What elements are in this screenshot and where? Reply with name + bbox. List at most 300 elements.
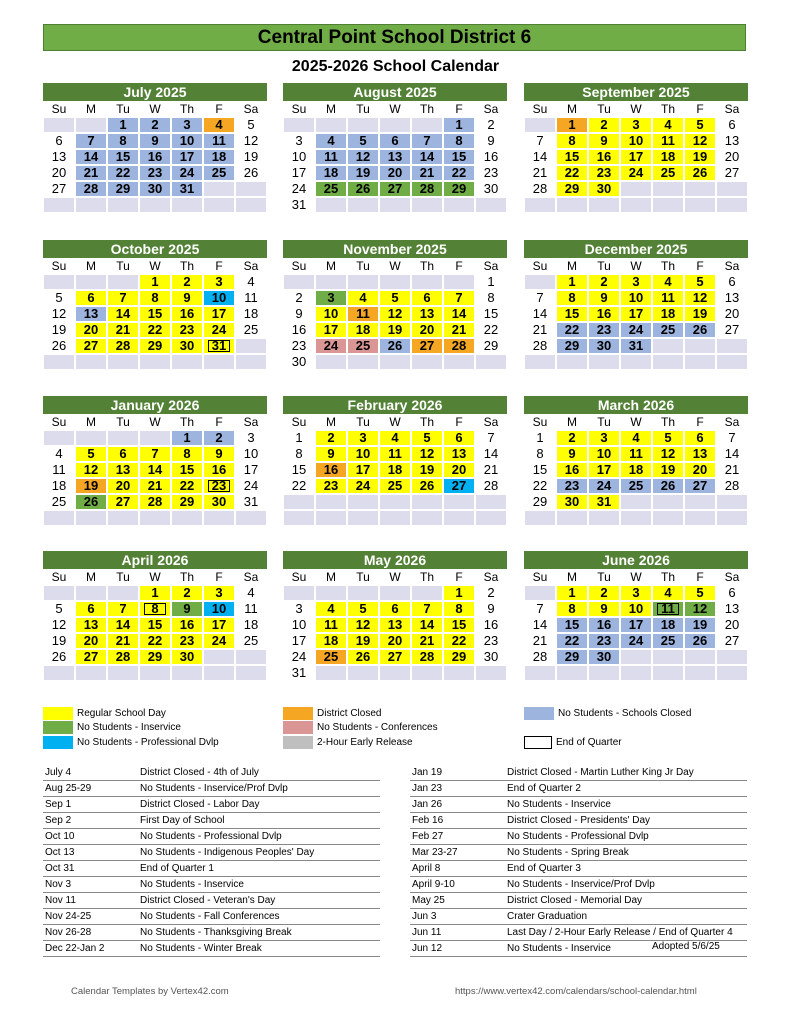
day-cell: 11: [652, 601, 684, 617]
weekday-label: M: [326, 570, 336, 584]
day-cell: 21: [524, 322, 556, 338]
empty-day-cell: [411, 510, 443, 526]
day-cell: 21: [411, 165, 443, 181]
weekday-label: Sa: [243, 570, 259, 584]
legend-swatch: [283, 736, 313, 749]
day-cell: 9: [475, 601, 507, 617]
day-cell: 17: [203, 306, 235, 322]
day-cell: 17: [588, 462, 620, 478]
weekday-label: W: [389, 259, 401, 273]
day-cell: 11: [43, 462, 75, 478]
day-cell: 25: [347, 338, 379, 354]
legend-item: [524, 707, 691, 721]
day-cell: 7: [524, 290, 556, 306]
day-cell: 12: [411, 446, 443, 462]
day-cell: 22: [556, 633, 588, 649]
day-cell: 21: [139, 478, 171, 494]
empty-day-cell: [235, 354, 267, 370]
day-cell: 2: [475, 117, 507, 133]
day-cell: 27: [443, 478, 475, 494]
event-row: [43, 813, 380, 829]
empty-day-cell: [524, 197, 556, 213]
day-cell: 23: [203, 478, 235, 494]
empty-day-cell: [620, 510, 652, 526]
day-cell: 25: [235, 633, 267, 649]
month-august-2025: [283, 83, 507, 213]
day-cell: 7: [139, 446, 171, 462]
day-cell: 15: [107, 149, 139, 165]
empty-day-cell: [475, 197, 507, 213]
event-row: [410, 797, 747, 813]
empty-day-cell: [524, 117, 556, 133]
footer-url[interactable]: https://www.vertex42.com/calendars/school-calendar.html: [455, 986, 697, 997]
weekday-label: M: [86, 102, 96, 116]
empty-day-cell: [716, 649, 748, 665]
day-cell: 8: [283, 446, 315, 462]
empty-day-cell: [620, 665, 652, 681]
empty-day-cell: [107, 430, 139, 446]
day-cell: 19: [652, 462, 684, 478]
day-cell: 28: [107, 338, 139, 354]
day-cell: 18: [203, 149, 235, 165]
event-date: April 8: [412, 863, 441, 874]
day-cell: 11: [620, 446, 652, 462]
empty-day-cell: [556, 665, 588, 681]
day-cell: 18: [235, 306, 267, 322]
empty-day-cell: [347, 117, 379, 133]
empty-day-cell: [107, 354, 139, 370]
day-cell: 29: [556, 649, 588, 665]
weekday-label: W: [630, 570, 642, 584]
event-description: No Students - Indigenous Peoples' Day: [140, 847, 315, 858]
weekday-label: Tu: [116, 259, 130, 273]
day-cell: 5: [684, 585, 716, 601]
day-cell: 29: [139, 338, 171, 354]
weekday-label: Tu: [356, 102, 370, 116]
empty-day-cell: [588, 354, 620, 370]
weekday-label: Tu: [356, 570, 370, 584]
day-cell: 4: [203, 117, 235, 133]
event-date: Mar 23-27: [412, 847, 458, 858]
event-description: End of Quarter 1: [140, 863, 214, 874]
day-cell: 21: [411, 633, 443, 649]
district-title: Central Point School District 6: [43, 24, 746, 51]
day-cell: 7: [411, 133, 443, 149]
day-cell: 7: [75, 133, 107, 149]
day-cell: 6: [443, 430, 475, 446]
empty-day-cell: [684, 338, 716, 354]
day-cell: 16: [475, 617, 507, 633]
day-cell: 10: [203, 290, 235, 306]
day-cell: 20: [107, 478, 139, 494]
day-cell: 14: [443, 306, 475, 322]
empty-day-cell: [443, 665, 475, 681]
event-row: [410, 765, 747, 781]
empty-day-cell: [203, 181, 235, 197]
day-cell: 18: [620, 462, 652, 478]
day-cell: 24: [235, 478, 267, 494]
weekday-header: [283, 569, 507, 585]
day-cell: 5: [43, 290, 75, 306]
event-date: Jun 12: [412, 943, 443, 954]
month-november-2025: [283, 240, 507, 370]
weekday-label: M: [326, 259, 336, 273]
empty-day-cell: [556, 197, 588, 213]
day-cell: 28: [524, 338, 556, 354]
day-cell: 29: [556, 181, 588, 197]
event-description: End of Quarter 2: [507, 783, 581, 794]
day-grid: [524, 585, 748, 681]
day-cell: 5: [347, 601, 379, 617]
weekday-label: M: [326, 415, 336, 429]
weekday-label: Th: [419, 102, 434, 116]
day-cell: 17: [171, 149, 203, 165]
empty-day-cell: [139, 665, 171, 681]
day-cell: 30: [475, 649, 507, 665]
day-cell: 8: [139, 290, 171, 306]
event-description: First Day of School: [140, 815, 225, 826]
day-cell: 3: [203, 274, 235, 290]
empty-day-cell: [171, 510, 203, 526]
event-row: [43, 941, 380, 957]
day-cell: 20: [716, 149, 748, 165]
day-cell: 29: [139, 649, 171, 665]
day-cell: 6: [716, 274, 748, 290]
day-cell: 3: [315, 290, 347, 306]
weekday-label: W: [149, 415, 161, 429]
day-cell: 28: [75, 181, 107, 197]
day-cell: 11: [235, 290, 267, 306]
event-row: [43, 845, 380, 861]
day-cell: 28: [139, 494, 171, 510]
weekday-label: F: [455, 259, 463, 273]
weekday-label: Su: [532, 259, 548, 273]
month-title: October 2025: [43, 240, 267, 258]
empty-day-cell: [43, 354, 75, 370]
empty-day-cell: [620, 354, 652, 370]
day-cell: 21: [75, 165, 107, 181]
empty-day-cell: [556, 510, 588, 526]
day-cell: 21: [524, 165, 556, 181]
weekday-label: M: [567, 570, 577, 584]
weekday-label: Tu: [597, 102, 611, 116]
day-cell: 8: [171, 446, 203, 462]
day-cell: 3: [620, 117, 652, 133]
event-description: No Students - Professional Dvlp: [507, 831, 649, 842]
empty-day-cell: [347, 510, 379, 526]
event-date: Jan 23: [412, 783, 443, 794]
empty-day-cell: [411, 197, 443, 213]
day-cell: 28: [524, 649, 556, 665]
day-cell: 4: [315, 133, 347, 149]
day-cell: 2: [203, 430, 235, 446]
empty-day-cell: [315, 354, 347, 370]
events-list-left: [43, 765, 380, 957]
weekday-label: Sa: [483, 570, 499, 584]
empty-day-cell: [620, 197, 652, 213]
day-cell: 2: [171, 274, 203, 290]
day-cell: 23: [139, 165, 171, 181]
weekday-label: F: [455, 570, 463, 584]
day-cell: 5: [235, 117, 267, 133]
day-cell: 26: [235, 165, 267, 181]
day-cell: 31: [171, 181, 203, 197]
weekday-label: Su: [291, 259, 307, 273]
event-date: Nov 24-25: [45, 911, 92, 922]
day-cell: 31: [283, 197, 315, 213]
day-cell: 4: [315, 601, 347, 617]
empty-day-cell: [379, 117, 411, 133]
day-grid: [283, 274, 507, 370]
day-cell: 29: [107, 181, 139, 197]
empty-day-cell: [235, 510, 267, 526]
day-cell: 18: [43, 478, 75, 494]
day-cell: 4: [235, 274, 267, 290]
day-cell: 22: [475, 322, 507, 338]
day-cell: 20: [684, 462, 716, 478]
legend-label: No Students - Inservice: [77, 722, 181, 733]
day-cell: 22: [524, 478, 556, 494]
weekday-header: [43, 101, 267, 117]
day-cell: 10: [588, 446, 620, 462]
day-cell: 6: [379, 133, 411, 149]
day-cell: 9: [203, 446, 235, 462]
day-cell: 13: [684, 446, 716, 462]
day-cell: 28: [411, 649, 443, 665]
day-cell: 10: [203, 601, 235, 617]
weekday-label: Su: [532, 415, 548, 429]
day-cell: 12: [684, 601, 716, 617]
event-description: No Students - Thanksgiving Break: [140, 927, 292, 938]
day-cell: 19: [684, 149, 716, 165]
event-description: District Closed - Martin Luther King Jr Day: [507, 767, 694, 778]
weekday-label: F: [455, 102, 463, 116]
day-cell: 14: [107, 306, 139, 322]
day-cell: 22: [139, 322, 171, 338]
day-cell: 2: [588, 117, 620, 133]
day-cell: 23: [171, 322, 203, 338]
day-cell: 20: [43, 165, 75, 181]
legend-item: [283, 707, 381, 721]
empty-day-cell: [235, 197, 267, 213]
empty-day-cell: [411, 354, 443, 370]
day-cell: 6: [379, 601, 411, 617]
events-list-right: [410, 765, 747, 957]
month-september-2025: [524, 83, 748, 213]
day-cell: 15: [443, 149, 475, 165]
day-cell: 29: [556, 338, 588, 354]
day-cell: 25: [315, 181, 347, 197]
empty-day-cell: [75, 117, 107, 133]
weekday-label: M: [86, 570, 96, 584]
day-cell: 30: [139, 181, 171, 197]
legend-swatch: [524, 707, 554, 720]
day-cell: 19: [43, 633, 75, 649]
empty-day-cell: [588, 665, 620, 681]
day-cell: 5: [347, 133, 379, 149]
weekday-header: [524, 258, 748, 274]
day-cell: 25: [652, 165, 684, 181]
empty-day-cell: [203, 354, 235, 370]
event-row: [43, 781, 380, 797]
weekday-header: [524, 101, 748, 117]
day-cell: 15: [443, 617, 475, 633]
day-cell: 26: [684, 633, 716, 649]
month-title: August 2025: [283, 83, 507, 101]
day-cell: 25: [235, 322, 267, 338]
day-cell: 8: [556, 133, 588, 149]
weekday-label: Tu: [597, 259, 611, 273]
empty-day-cell: [716, 665, 748, 681]
day-cell: 13: [75, 306, 107, 322]
day-cell: 27: [411, 338, 443, 354]
day-cell: 7: [716, 430, 748, 446]
legend-swatch: [43, 721, 73, 734]
empty-day-cell: [684, 510, 716, 526]
day-cell: 4: [379, 430, 411, 446]
event-description: No Students - Inservice/Prof Dvlp: [507, 879, 655, 890]
empty-day-cell: [475, 510, 507, 526]
weekday-label: Tu: [597, 570, 611, 584]
day-cell: 13: [107, 462, 139, 478]
day-cell: 8: [443, 601, 475, 617]
empty-day-cell: [315, 274, 347, 290]
adopted-date: Adopted 5/6/25: [652, 941, 720, 952]
day-cell: 22: [171, 478, 203, 494]
day-cell: 27: [75, 649, 107, 665]
event-row: [410, 845, 747, 861]
weekday-label: F: [455, 415, 463, 429]
empty-day-cell: [107, 197, 139, 213]
day-cell: 9: [315, 446, 347, 462]
weekday-label: W: [630, 102, 642, 116]
weekday-label: Tu: [597, 415, 611, 429]
day-cell: 20: [411, 322, 443, 338]
empty-day-cell: [716, 338, 748, 354]
empty-day-cell: [171, 197, 203, 213]
empty-day-cell: [379, 197, 411, 213]
weekday-label: Th: [419, 570, 434, 584]
day-cell: 9: [283, 306, 315, 322]
day-cell: 6: [107, 446, 139, 462]
legend-item: [43, 707, 166, 721]
day-cell: 18: [315, 633, 347, 649]
day-cell: 26: [411, 478, 443, 494]
month-title: April 2026: [43, 551, 267, 569]
weekday-label: Sa: [243, 259, 259, 273]
empty-day-cell: [43, 197, 75, 213]
month-april-2026: [43, 551, 267, 681]
end-of-quarter-swatch: [524, 736, 552, 749]
event-row: [410, 925, 747, 941]
day-cell: 14: [524, 149, 556, 165]
empty-day-cell: [379, 510, 411, 526]
month-title: January 2026: [43, 396, 267, 414]
empty-day-cell: [443, 197, 475, 213]
empty-day-cell: [684, 649, 716, 665]
weekday-label: M: [567, 415, 577, 429]
empty-day-cell: [107, 510, 139, 526]
empty-day-cell: [716, 494, 748, 510]
weekday-header: [43, 414, 267, 430]
day-cell: 24: [620, 165, 652, 181]
day-cell: 8: [107, 133, 139, 149]
month-december-2025: [524, 240, 748, 370]
event-description: District Closed - Memorial Day: [507, 895, 643, 906]
empty-day-cell: [75, 585, 107, 601]
day-cell: 15: [556, 306, 588, 322]
day-cell: 19: [684, 306, 716, 322]
event-date: July 4: [45, 767, 72, 778]
day-cell: 4: [620, 430, 652, 446]
day-grid: [524, 430, 748, 526]
day-cell: 17: [203, 617, 235, 633]
day-cell: 24: [203, 633, 235, 649]
day-cell: 12: [347, 617, 379, 633]
day-cell: 14: [139, 462, 171, 478]
day-cell: 1: [556, 274, 588, 290]
event-row: [43, 909, 380, 925]
day-cell: 23: [588, 322, 620, 338]
day-cell: 1: [475, 274, 507, 290]
day-cell: 15: [283, 462, 315, 478]
day-cell: 9: [171, 290, 203, 306]
event-description: No Students - Winter Break: [140, 943, 262, 954]
day-cell: 4: [347, 290, 379, 306]
day-cell: 10: [171, 133, 203, 149]
day-cell: 24: [171, 165, 203, 181]
empty-day-cell: [411, 274, 443, 290]
weekday-label: F: [215, 570, 223, 584]
weekday-label: F: [696, 570, 704, 584]
day-cell: 6: [43, 133, 75, 149]
day-cell: 4: [652, 117, 684, 133]
event-row: [43, 925, 380, 941]
day-cell: 15: [524, 462, 556, 478]
empty-day-cell: [716, 510, 748, 526]
day-cell: 18: [652, 306, 684, 322]
empty-day-cell: [443, 354, 475, 370]
empty-day-cell: [652, 181, 684, 197]
day-cell: 7: [524, 601, 556, 617]
day-cell: 24: [315, 338, 347, 354]
day-cell: 15: [139, 306, 171, 322]
month-title: June 2026: [524, 551, 748, 569]
legend-swatch: [283, 707, 313, 720]
day-cell: 7: [475, 430, 507, 446]
empty-day-cell: [652, 510, 684, 526]
weekday-label: F: [696, 415, 704, 429]
day-cell: 19: [684, 617, 716, 633]
empty-day-cell: [443, 510, 475, 526]
day-cell: 29: [171, 494, 203, 510]
empty-day-cell: [716, 197, 748, 213]
day-cell: 5: [411, 430, 443, 446]
empty-day-cell: [283, 274, 315, 290]
weekday-label: Su: [291, 102, 307, 116]
day-cell: 30: [283, 354, 315, 370]
weekday-label: Su: [532, 570, 548, 584]
day-cell: 2: [315, 430, 347, 446]
day-cell: 30: [171, 649, 203, 665]
day-cell: 23: [588, 633, 620, 649]
month-title: December 2025: [524, 240, 748, 258]
day-cell: 26: [43, 649, 75, 665]
event-date: May 25: [412, 895, 445, 906]
legend-swatch: [43, 707, 73, 720]
day-cell: 8: [556, 290, 588, 306]
day-cell: 6: [75, 601, 107, 617]
